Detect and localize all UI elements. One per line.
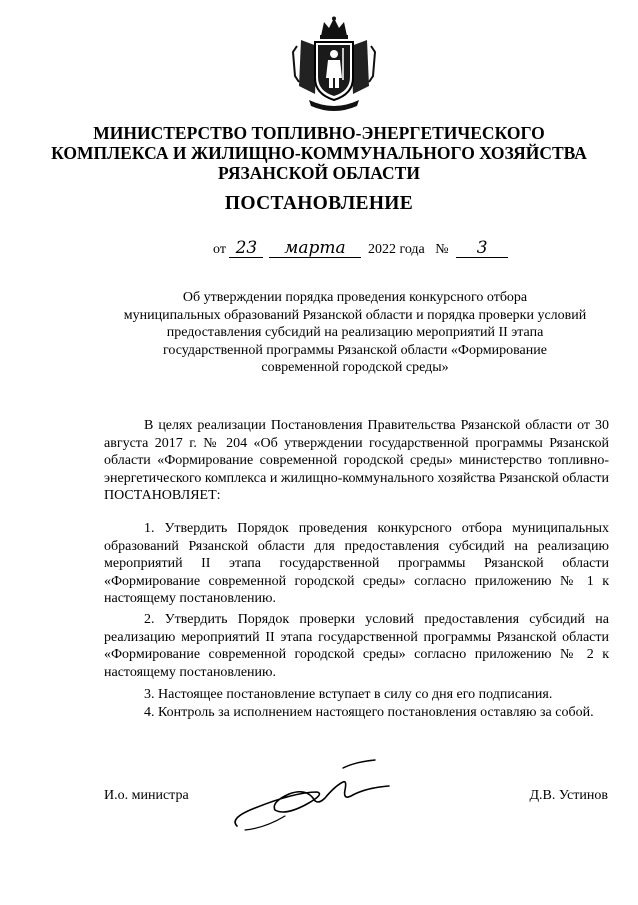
signatory-name: Д.В. Устинов — [529, 788, 608, 803]
ministry-line: МИНИСТЕРСТВО ТОПЛИВНО-ЭНЕРГЕТИЧЕСКОГО — [93, 123, 545, 143]
subject-line: муниципальных образований Рязанской области и порядка проверки условий — [123, 307, 587, 323]
handwritten-signature-icon — [225, 758, 395, 833]
date-number-line — [213, 240, 508, 258]
date-month: марта — [269, 240, 361, 258]
decree-item-3 — [104, 686, 609, 704]
signatory-position: И.о. министра — [104, 788, 189, 803]
subject-line: государственной программы Рязанской области «Формирование — [163, 342, 547, 358]
ministry-line: КОМПЛЕКСА И ЖИЛИЩНО-КОММУНАЛЬНОГО ХОЗЯЙСТВА — [51, 143, 587, 163]
decree-item-1 — [104, 520, 609, 608]
ministry-title — [30, 123, 608, 183]
document-type: ПОСТАНОВЛЕНИЕ — [224, 193, 414, 214]
decree-item-4 — [104, 704, 609, 722]
subject-line: современной городской среды» — [261, 360, 449, 375]
subject-line: Об утверждении порядка проведения конкурсного отбора — [182, 290, 528, 305]
preamble-paragraph — [104, 417, 609, 505]
preamble-text: В целях реализации Постановления Правительства Рязанской области от 30 августа 2017 г. № 204 «Об утверждении государственной программы Рязанской области «Формирование современной городской среды» министерство топливно-энергетического комплекса и жилищно-коммунального хозяйства Рязанской области ПОСТАНОВЛЯЕТ: — [104, 418, 609, 504]
number-sign: № — [435, 242, 449, 257]
decree-subject — [108, 289, 602, 377]
ministry-line: РЯЗАНСКОЙ ОБЛАСТИ — [218, 163, 420, 183]
decree-item-text: 1. Утвердить Порядок проведения конкурсного отбора муниципальных образований Рязанской области для предоставления субсидий на реализацию мероприятий II этапа государственной программы Рязанской области «Формирование современной городской среды» согласно приложению № 1 к настоящему постановлению. — [104, 521, 609, 607]
document-number: 3 — [456, 240, 508, 258]
date-prefix: от — [213, 242, 226, 257]
decree-item-text: 3. Настоящее постановление вступает в силу со дня его подписания. — [144, 687, 553, 702]
decree-item-text: 2. Утвердить Порядок проверки условий предоставления субсидий на реализацию мероприятий II этапа государственной программы Рязанской области «Формирование современной городской среды» согласно приложению № 2 к настоящему постановлению. — [104, 612, 609, 680]
decree-item-2 — [104, 611, 609, 681]
subject-line: предоставления субсидий на реализацию мероприятий II этапа — [166, 325, 544, 340]
ryazan-coat-of-arms-icon — [291, 16, 377, 112]
date-year: 2022 года — [367, 242, 425, 257]
date-day: 23 — [229, 240, 263, 258]
decree-item-text: 4. Контроль за исполнением настоящего постановления оставляю за собой. — [144, 705, 594, 720]
